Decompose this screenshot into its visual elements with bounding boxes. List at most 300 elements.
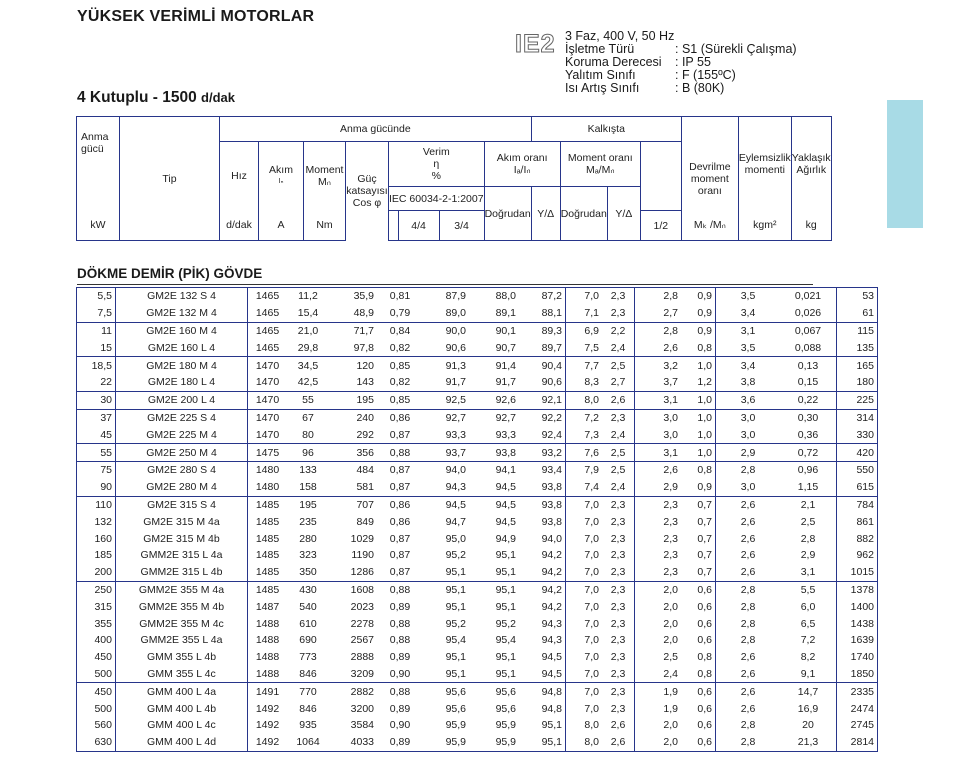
- table-cell: 0,8: [681, 461, 716, 478]
- table-cell: GMM 355 L 4b: [116, 649, 248, 666]
- table-cell: 2,8: [716, 461, 781, 478]
- table-cell: 2,3: [602, 649, 635, 666]
- table-cell: 8,2: [780, 649, 837, 666]
- table-cell: 1475: [248, 444, 288, 462]
- table-cell: 773: [299, 651, 317, 664]
- table-cell: 94,1: [469, 461, 519, 478]
- table-cell: 500: [77, 666, 116, 683]
- table-cell: 67: [287, 409, 329, 426]
- table-cell: 430: [287, 581, 329, 598]
- table-row: [77, 683, 878, 700]
- table-cell: 94,5: [423, 496, 469, 513]
- hdr-akim-orani-label: Akım oranı: [496, 152, 548, 164]
- table-cell: GM2E 180 L 4: [116, 374, 248, 391]
- table-cell: 2,8: [740, 736, 756, 749]
- table-cell: 0,8: [681, 339, 716, 356]
- table-cell: 2,3: [602, 288, 635, 305]
- table-cell: 330: [856, 428, 874, 441]
- table-cell: 2,3: [602, 632, 635, 649]
- table-cell: 87,2: [519, 288, 566, 305]
- table-cell: 250: [77, 581, 116, 598]
- table-cell: 2,6: [602, 717, 635, 734]
- table-cell: 356: [329, 444, 377, 462]
- table-cell: 1485: [255, 532, 280, 545]
- table-cell: 0,22: [780, 391, 837, 409]
- table-cell: 0,87: [377, 461, 423, 478]
- table-cell: 95,9: [495, 719, 516, 732]
- table-row: [77, 305, 878, 322]
- table-cell: 93,4: [519, 461, 566, 478]
- table-cell: 3,1: [635, 391, 682, 409]
- table-cell: 0,8: [681, 666, 716, 683]
- hdr-yd-akim: Y/Δ: [531, 187, 560, 241]
- table-cell: 95,1: [423, 581, 469, 598]
- table-cell: GM2E 250 M 4: [116, 444, 248, 462]
- table-cell: 1,2: [681, 374, 716, 391]
- table-cell: 30: [77, 391, 116, 409]
- table-cell: 484: [329, 461, 377, 478]
- spec-value: : B (80K): [675, 81, 725, 95]
- table-cell: 1465: [255, 290, 280, 303]
- spec-key: Yalıtım Sınıfı: [565, 68, 636, 82]
- table-cell: 1492: [255, 702, 280, 715]
- table-cell: 34,5: [287, 357, 329, 374]
- table-cell: 95,4: [445, 634, 466, 647]
- table-cell: 0,86: [377, 409, 423, 426]
- table-cell: 0,72: [780, 444, 837, 462]
- table-cell: 1438: [850, 617, 874, 630]
- table-cell: 95,9: [445, 736, 466, 749]
- table-cell: 2,5: [602, 461, 635, 478]
- table-cell: 630: [77, 734, 116, 751]
- spec-key: Koruma Derecesi: [565, 55, 662, 69]
- spec-key: İşletme Türü: [565, 42, 635, 56]
- table-cell: 94,2: [519, 598, 566, 615]
- table-cell: GMM2E 315 L 4b: [116, 564, 248, 581]
- table-cell: 93,8: [519, 513, 566, 530]
- table-cell: 2278: [350, 617, 374, 630]
- table-cell: 1470: [255, 428, 280, 441]
- hdr-dogrudan-akim: Doğrudan: [484, 187, 531, 241]
- hdr-v34: 3/4: [439, 211, 484, 241]
- table-cell: 784: [837, 496, 878, 513]
- table-cell: 94,8: [519, 700, 566, 717]
- table-cell: 21,0: [287, 322, 329, 339]
- table-cell: 1286: [350, 566, 374, 579]
- table-cell: 500: [77, 700, 116, 717]
- table-cell: 0,79: [389, 307, 411, 320]
- table-cell: 87,9: [445, 290, 466, 303]
- table-cell: 9,1: [780, 666, 837, 683]
- table-cell: 1064: [296, 736, 320, 749]
- table-cell: 540: [299, 600, 317, 613]
- table-cell: 581: [356, 481, 374, 494]
- table-cell: 350: [299, 566, 317, 579]
- table-cell: GM2E 315 M 4a: [116, 513, 248, 530]
- table-cell: 95,6: [469, 683, 519, 700]
- table-cell: 0,6: [681, 717, 716, 734]
- table-cell: GM2E 315 M 4b: [116, 530, 248, 547]
- table-row: [77, 700, 878, 717]
- table-cell: 1,0: [681, 409, 716, 426]
- table-cell: 0,87: [389, 481, 411, 494]
- table-cell: 2,5: [602, 357, 635, 374]
- hdr-akim-orani: [484, 142, 560, 187]
- table-cell: 2,6: [716, 683, 781, 700]
- hdr-moment-orani-sym: Mₐ/Mₙ: [586, 164, 615, 176]
- table-cell: 1470: [255, 376, 280, 389]
- table-cell: 0,86: [377, 496, 423, 513]
- table-cell: 2,3: [602, 409, 635, 426]
- table-cell: 0,85: [377, 391, 423, 409]
- table-cell: 2,0: [663, 634, 678, 647]
- table-cell: 94,3: [519, 632, 566, 649]
- hdr-devrilme-sym: Mₖ /Mₙ: [681, 211, 738, 241]
- table-cell: 2,2: [602, 322, 635, 339]
- table-cell: 7,4: [584, 481, 599, 494]
- table-cell: 550: [837, 461, 878, 478]
- table-row: [77, 426, 878, 443]
- header-table: [76, 116, 832, 241]
- table-cell: 7,0: [566, 581, 603, 598]
- table-cell: 95,9: [495, 736, 516, 749]
- table-cell: 93,8: [519, 496, 566, 513]
- table-cell: 0,88: [377, 581, 423, 598]
- table-cell: 2,3: [663, 566, 678, 579]
- table-cell: 11: [77, 322, 116, 339]
- table-cell: 2,3: [602, 305, 635, 322]
- table-cell: 95,6: [495, 702, 516, 715]
- table-cell: 2882: [329, 683, 377, 700]
- table-cell: GM2E 315 S 4: [116, 496, 248, 513]
- table-cell: 95,1: [445, 651, 466, 664]
- table-cell: 1470: [248, 391, 288, 409]
- table-cell: 80: [302, 428, 314, 441]
- subtitle-main: 4 Kutuplu - 1500: [77, 89, 197, 106]
- hdr-tip: Tip: [120, 117, 220, 241]
- table-cell: 94,5: [495, 515, 516, 528]
- table-cell: GMM2E 355 M 4c: [116, 615, 248, 632]
- table-cell: 7,0: [566, 683, 603, 700]
- table-cell: GM2E 132 M 4: [116, 305, 248, 322]
- table-cell: 1488: [255, 634, 280, 647]
- table-cell: 1465: [248, 322, 288, 339]
- spec-value: : S1 (Sürekli Çalışma): [675, 42, 797, 56]
- table-cell: 95,1: [495, 667, 516, 680]
- table-cell: GMM 400 L 4d: [116, 734, 248, 751]
- table-cell: 846: [299, 667, 317, 680]
- table-cell: 94,2: [519, 547, 566, 564]
- table-cell: 5,5: [780, 581, 837, 598]
- table-cell: 450: [77, 683, 116, 700]
- table-cell: 2,3: [602, 496, 635, 513]
- table-cell: 1488: [255, 651, 280, 664]
- table-cell: 2,8: [740, 719, 756, 732]
- table-cell: 0,9: [681, 305, 716, 322]
- hdr-devrilme-label: Devrilme moment oranı: [689, 160, 731, 197]
- table-cell: 89,7: [519, 339, 566, 356]
- table-cell: 2,3: [602, 513, 635, 530]
- table-cell: 95,1: [495, 549, 516, 562]
- table-row: [77, 666, 878, 683]
- table-cell: 95,1: [469, 581, 519, 598]
- table-cell: 3,0: [740, 481, 756, 494]
- table-cell: 0,026: [780, 305, 837, 322]
- table-cell: 1470: [248, 357, 288, 374]
- table-cell: 2,6: [602, 391, 635, 409]
- table-cell: 2,8: [740, 634, 756, 647]
- table-cell: 89,0: [445, 307, 466, 320]
- table-cell: 93,3: [495, 428, 516, 441]
- section-title: DÖKME DEMİR (PİK) GÖVDE: [77, 266, 263, 281]
- table-row: [77, 649, 878, 666]
- table-cell: 2,6: [740, 651, 756, 664]
- table-cell: 3,5: [740, 290, 756, 303]
- table-cell: 935: [299, 719, 317, 732]
- table-cell: GM2E 280 M 4: [116, 479, 248, 496]
- hdr-moment: [304, 142, 346, 211]
- table-cell: 7,0: [584, 651, 599, 664]
- table-cell: 0,6: [681, 598, 716, 615]
- table-cell: 2,6: [740, 667, 756, 680]
- table-cell: 1400: [850, 600, 874, 613]
- ie2-badge: IE2: [515, 30, 556, 58]
- table-row: [77, 598, 878, 615]
- hdr-verim-eta: η: [433, 158, 440, 170]
- table-cell: 94,9: [495, 532, 516, 545]
- table-cell: 0,89: [389, 702, 411, 715]
- table-cell: 0,89: [389, 651, 411, 664]
- table-cell: 3,0: [663, 428, 678, 441]
- table-cell: 94,5: [519, 666, 566, 683]
- table-cell: 2,4: [602, 339, 635, 356]
- table-row: [77, 391, 878, 409]
- table-cell: 96: [287, 444, 329, 462]
- table-cell: 2,3: [635, 496, 682, 513]
- table-cell: 1,9: [635, 683, 682, 700]
- table-cell: 0,81: [389, 290, 411, 303]
- table-cell: 0,88: [377, 444, 423, 462]
- table-cell: 0,88: [377, 683, 423, 700]
- table-cell: 2,3: [602, 683, 635, 700]
- table-cell: 1029: [350, 532, 374, 545]
- table-cell: 7,0: [584, 617, 599, 630]
- hdr-verim-pct: %: [431, 170, 441, 182]
- table-cell: 91,7: [495, 376, 516, 389]
- table-cell: 15,4: [297, 307, 319, 320]
- table-cell: 95,1: [445, 667, 466, 680]
- hdr-cos-phi: [389, 211, 399, 241]
- table-cell: 7,2: [780, 632, 837, 649]
- table-cell: 7,3: [584, 428, 599, 441]
- hdr-eylemsizlik-label: Eylemsizlik momenti: [738, 151, 791, 176]
- table-cell: 29,8: [297, 341, 319, 354]
- table-cell: 292: [356, 428, 374, 441]
- spec-key: 3 Faz, 400 V, 50 Hz: [565, 29, 675, 43]
- table-cell: 861: [856, 515, 874, 528]
- table-cell: 3,5: [740, 341, 756, 354]
- table-cell: 115: [837, 322, 878, 339]
- section-divider: [77, 284, 813, 285]
- table-cell: 450: [77, 649, 116, 666]
- table-cell: GMM 400 L 4a: [116, 683, 248, 700]
- table-cell: 90,0: [423, 322, 469, 339]
- table-cell: 14,7: [780, 683, 837, 700]
- table-cell: 2,3: [602, 700, 635, 717]
- table-cell: 1480: [255, 481, 280, 494]
- table-cell: 225: [837, 391, 878, 409]
- table-cell: 0,6: [681, 632, 716, 649]
- table-row: [77, 374, 878, 391]
- table-row: [77, 530, 878, 547]
- table-cell: GM2E 225 M 4: [116, 426, 248, 443]
- table-cell: 2567: [350, 634, 374, 647]
- table-cell: 90: [77, 479, 116, 496]
- table-cell: 7,6: [566, 444, 603, 462]
- hdr-v44: 4/4: [398, 211, 439, 241]
- table-cell: 6,0: [780, 598, 837, 615]
- table-cell: 95,9: [445, 719, 466, 732]
- table-cell: 2,3: [663, 549, 678, 562]
- table-cell: 0,021: [780, 288, 837, 305]
- table-cell: 8,0: [566, 391, 603, 409]
- table-cell: 690: [299, 634, 317, 647]
- table-cell: 420: [837, 444, 878, 462]
- table-cell: 37: [77, 409, 116, 426]
- table-cell: 1,0: [681, 357, 716, 374]
- hdr-moment-orani: [560, 142, 640, 187]
- table-cell: 95,0: [445, 532, 466, 545]
- table-cell: 92,5: [423, 391, 469, 409]
- table-cell: 120: [329, 357, 377, 374]
- table-cell: 0,30: [780, 409, 837, 426]
- table-cell: 0,87: [389, 428, 411, 441]
- table-cell: 2,7: [602, 374, 635, 391]
- table-cell: 92,7: [469, 409, 519, 426]
- table-cell: 3,4: [740, 307, 756, 320]
- table-cell: 2,3: [602, 615, 635, 632]
- table-cell: 16,9: [780, 700, 837, 717]
- table-cell: 94,0: [519, 530, 566, 547]
- table-cell: 1,0: [681, 391, 716, 409]
- table-cell: 61: [862, 307, 874, 320]
- table-row: [77, 357, 878, 374]
- table-cell: 0,96: [780, 461, 837, 478]
- table-row: [77, 547, 878, 564]
- table-cell: 0,9: [681, 322, 716, 339]
- table-cell: 0,90: [389, 667, 411, 680]
- table-cell: 2,6: [716, 496, 781, 513]
- table-row: [77, 717, 878, 734]
- table-cell: 2,3: [602, 530, 635, 547]
- table-cell: 55: [287, 391, 329, 409]
- table-cell: 323: [299, 549, 317, 562]
- table-cell: 94,0: [423, 461, 469, 478]
- table-cell: 615: [856, 481, 874, 494]
- table-cell: 7,0: [584, 515, 599, 528]
- table-cell: 8,0: [584, 736, 599, 749]
- motor-data-table: [76, 287, 878, 752]
- table-cell: 94,5: [519, 649, 566, 666]
- table-cell: 0,88: [389, 617, 411, 630]
- table-cell: 21,3: [780, 734, 837, 751]
- table-cell: 2,6: [740, 515, 756, 528]
- table-cell: 1015: [850, 566, 874, 579]
- table-cell: 1,0: [681, 426, 716, 443]
- table-cell: 7,0: [584, 634, 599, 647]
- table-row: [77, 581, 878, 598]
- table-cell: 110: [77, 496, 116, 513]
- table-cell: 1,9: [663, 702, 678, 715]
- table-cell: 2,1: [780, 496, 837, 513]
- table-cell: 7,0: [584, 600, 599, 613]
- table-cell: 15: [77, 339, 116, 356]
- table-cell: 1485: [248, 581, 288, 598]
- table-cell: GM2E 280 S 4: [116, 461, 248, 478]
- hdr-moment-label: Moment: [305, 164, 344, 177]
- table-cell: 846: [299, 702, 317, 715]
- table-cell: 707: [329, 496, 377, 513]
- table-cell: 2,0: [663, 736, 678, 749]
- subtitle: [77, 89, 235, 107]
- table-cell: 0,067: [780, 322, 837, 339]
- table-cell: 158: [299, 481, 317, 494]
- table-cell: 2474: [850, 702, 874, 715]
- table-cell: 20: [780, 717, 837, 734]
- table-cell: 7,5: [584, 341, 599, 354]
- table-cell: 45: [77, 426, 116, 443]
- table-cell: GMM2E 315 L 4a: [116, 547, 248, 564]
- table-cell: 1740: [850, 651, 874, 664]
- table-cell: 1465: [255, 341, 280, 354]
- table-cell: 55: [77, 444, 116, 462]
- table-cell: 7,5: [77, 305, 116, 322]
- table-cell: 89,1: [495, 307, 516, 320]
- table-cell: GMM2E 355 M 4b: [116, 598, 248, 615]
- table-cell: 7,9: [566, 461, 603, 478]
- subtitle-unit: d/dak: [201, 90, 235, 105]
- table-cell: 7,0: [566, 496, 603, 513]
- table-cell: 2,9: [780, 547, 837, 564]
- table-cell: 2,5: [602, 444, 635, 462]
- table-cell: GMM 400 L 4c: [116, 717, 248, 734]
- table-cell: 8,0: [584, 719, 599, 732]
- table-cell: 0,87: [389, 566, 411, 579]
- table-cell: 3,1: [780, 564, 837, 581]
- table-cell: 1485: [255, 515, 280, 528]
- table-cell: 2,0: [663, 617, 678, 630]
- table-cell: 240: [329, 409, 377, 426]
- table-cell: 2,3: [602, 564, 635, 581]
- table-cell: 2,5: [663, 651, 678, 664]
- table-row: [77, 288, 878, 305]
- table-cell: 92,6: [469, 391, 519, 409]
- table-cell: 75: [77, 461, 116, 478]
- table-cell: 0,88: [389, 634, 411, 647]
- table-cell: 48,9: [353, 307, 374, 320]
- table-cell: 92,2: [519, 409, 566, 426]
- table-row: [77, 479, 878, 496]
- hdr-moment-sym: Mₙ: [318, 176, 331, 189]
- table-cell: 93,8: [469, 444, 519, 462]
- table-cell: 88,1: [519, 305, 566, 322]
- table-cell: 3,0: [716, 409, 781, 426]
- table-cell: 94,7: [445, 515, 466, 528]
- table-cell: 2,6: [740, 532, 756, 545]
- table-cell: 3,1: [635, 444, 682, 462]
- table-cell: 1470: [248, 409, 288, 426]
- table-cell: 1465: [255, 307, 280, 320]
